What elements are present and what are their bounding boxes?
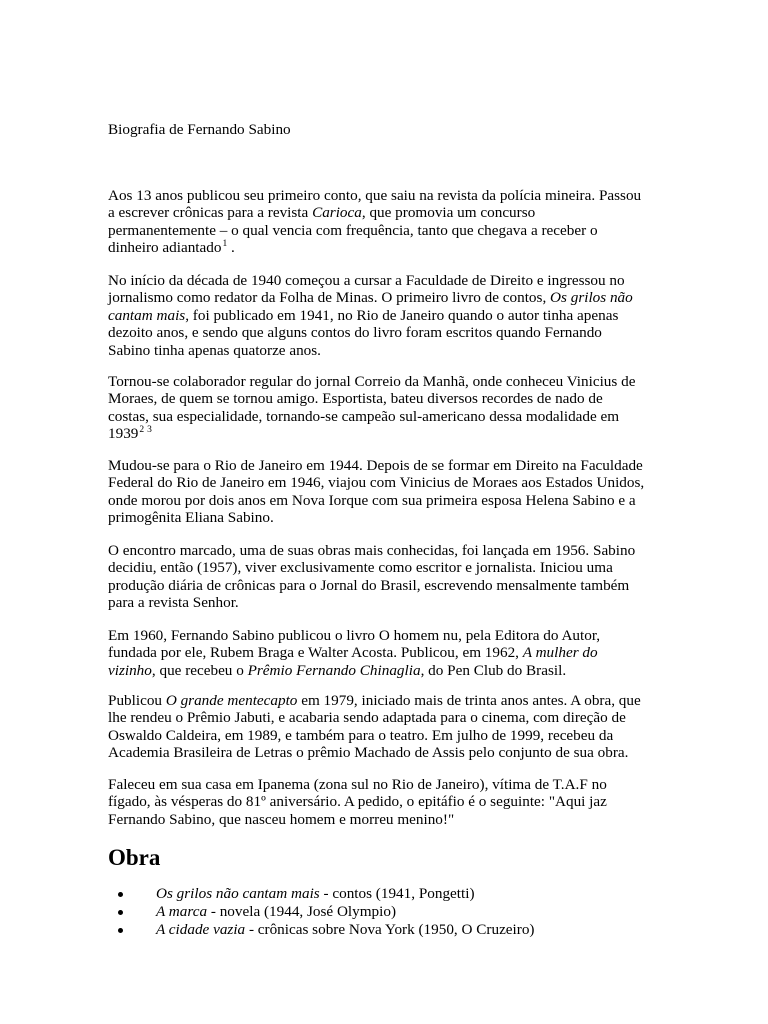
text-run: Publicou	[108, 692, 166, 709]
italic-title: vizinho	[108, 661, 152, 679]
paragraph-line: Em 1960, Fernando Sabino publicou o livro O homem nu, pela Editora do Autor,	[108, 627, 601, 644]
text-run: , foi publicado em 1941, no Rio de Janeiro quando o autor tinha apenas	[185, 306, 619, 324]
paragraph	[108, 457, 668, 527]
document-title: Biografia de Fernando Sabino	[108, 121, 291, 138]
paragraph-line	[108, 239, 668, 256]
paragraph-line: Sabino tinha apenas quatorze anos.	[108, 341, 321, 359]
italic-title: Prêmio Fernando Chinaglia	[247, 661, 421, 679]
paragraph-line: decidiu, então (1957), viver exclusivamente como escritor e jornalista. Iniciou uma	[108, 559, 613, 577]
paragraph-line: Faleceu em sua casa em Ipanema (zona sul no Rio de Janeiro), vítima de T.A.F no	[108, 776, 607, 793]
work-title: Os grilos não cantam mais	[156, 885, 320, 902]
paragraph-line: Federal do Rio de Janeiro em 1946, viajou com Vinicius de Moraes aos Estados Unidos,	[108, 474, 645, 492]
paragraph-line: produção diária de crônicas para o Jornal do Brasil, escrevendo mensalmente também	[108, 576, 630, 594]
bullet-icon	[118, 892, 123, 897]
paragraph	[108, 776, 668, 828]
footnote-ref: 1	[222, 239, 228, 250]
paragraph-line: Tornou-se colaborador regular do jornal Correio da Manhã, onde conheceu Vinicius de	[108, 373, 636, 390]
italic-title: cantam mais	[108, 306, 186, 324]
paragraph	[108, 187, 668, 257]
paragraph-line: fígado, às vésperas do 81º aniversário. A pedido, o epitáfio é o seguinte: "Aqui jaz	[108, 793, 607, 811]
list-item	[108, 903, 534, 921]
text-run: jornalismo como redator da Folha de Minas. O primeiro livro de contos,	[108, 289, 551, 307]
list-item	[108, 885, 534, 903]
paragraph	[108, 272, 668, 359]
paragraph-line: Academia Brasileira de Letras o prêmio Machado de Assis pelo conjunto de sua obra.	[108, 744, 629, 762]
text-run: , do Pen Club do Brasil.	[420, 661, 567, 679]
paragraph-line	[108, 289, 668, 306]
paragraph-line: permanentemente – o qual vencia com frequência, tanto que chegava a receber o	[108, 221, 598, 239]
paragraph-line: onde morou por dois anos em Nova Iorque com sua primeira esposa Helena Sabino e a	[108, 491, 636, 509]
bullet-icon	[118, 928, 123, 933]
paragraph	[108, 542, 668, 612]
text-run: , que recebeu o	[151, 661, 248, 679]
text-run: fundada por ele, Rubem Braga e Walter Acosta. Publicou, em 1962,	[108, 644, 523, 662]
paragraph-line: primogênita Eliana Sabino.	[108, 509, 274, 527]
paragraph-line	[108, 425, 668, 442]
paragraph-line	[108, 662, 668, 679]
italic-title: A mulher do	[522, 644, 598, 662]
paragraph	[108, 627, 668, 679]
work-detail: - contos (1941, Pongetti)	[319, 885, 475, 902]
paragraph-line: Moraes, de quem se tornou amigo. Esportista, bateu diversos recordes de nado de	[108, 390, 603, 408]
italic-title: Carioca	[312, 204, 362, 222]
work-title: A marca	[156, 903, 208, 920]
section-heading-obra: Obra	[108, 845, 161, 870]
work-detail: - crônicas sobre Nova York (1950, O Cruzeiro)	[245, 921, 535, 938]
paragraph-line: O encontro marcado, uma de suas obras mais conhecidas, foi lançada em 1956. Sabino	[108, 542, 636, 559]
paragraph-line	[108, 307, 668, 324]
paragraph-line	[108, 644, 668, 661]
footnote-ref: 2	[139, 425, 145, 436]
work-detail: - novela (1944, José Olympio)	[207, 903, 397, 920]
text-run: a escrever crônicas para a revista	[108, 204, 313, 222]
paragraph-line: Oswaldo Caldeira, em 1989, e também para o teatro. Em julho de 1999, recebeu da	[108, 726, 614, 744]
paragraph-line: Fernando Sabino, que nasceu homem e morreu menino!"	[108, 810, 455, 828]
paragraph-line: para a revista Senhor.	[108, 594, 239, 612]
paragraph-line	[108, 692, 668, 709]
paragraph-line: Aos 13 anos publicou seu primeiro conto, que saiu na revista da polícia mineira. Passou	[108, 187, 642, 204]
paragraph-line: Mudou-se para o Rio de Janeiro em 1944. Depois de se formar em Direito na Faculdade	[108, 457, 643, 474]
text-run: em 1979, iniciado mais de trinta anos antes. A obra, que	[297, 692, 641, 709]
footnote-ref: 3	[147, 425, 152, 436]
paragraph	[108, 692, 668, 762]
italic-title: O grande mentecapto	[165, 692, 298, 709]
list-item	[108, 921, 534, 939]
work-title: A cidade vazia	[156, 921, 246, 938]
paragraph-line: No início da década de 1940 começou a cursar a Faculdade de Direito e ingressou no	[108, 272, 625, 289]
paragraph	[108, 373, 668, 443]
italic-title: Os grilos não	[550, 289, 633, 307]
text-run: dinheiro adiantado	[108, 239, 222, 257]
paragraph-line: costas, sua especialidade, tornando-se campeão sul-americano dessa modalidade em	[108, 407, 620, 425]
paragraph-line: lhe rendeu o Prêmio Jabuti, e acabaria sendo adaptada para o cinema, com direção de	[108, 709, 626, 727]
paragraph-line	[108, 204, 668, 221]
works-list	[108, 885, 534, 939]
text-run: , que promovia um concurso	[361, 204, 536, 222]
text-run: .	[227, 239, 235, 257]
bullet-icon	[118, 910, 123, 915]
text-run: 1939	[108, 425, 139, 443]
paragraph-line: dezoito anos, e sendo que alguns contos do livro foram escritos quando Fernando	[108, 324, 602, 342]
